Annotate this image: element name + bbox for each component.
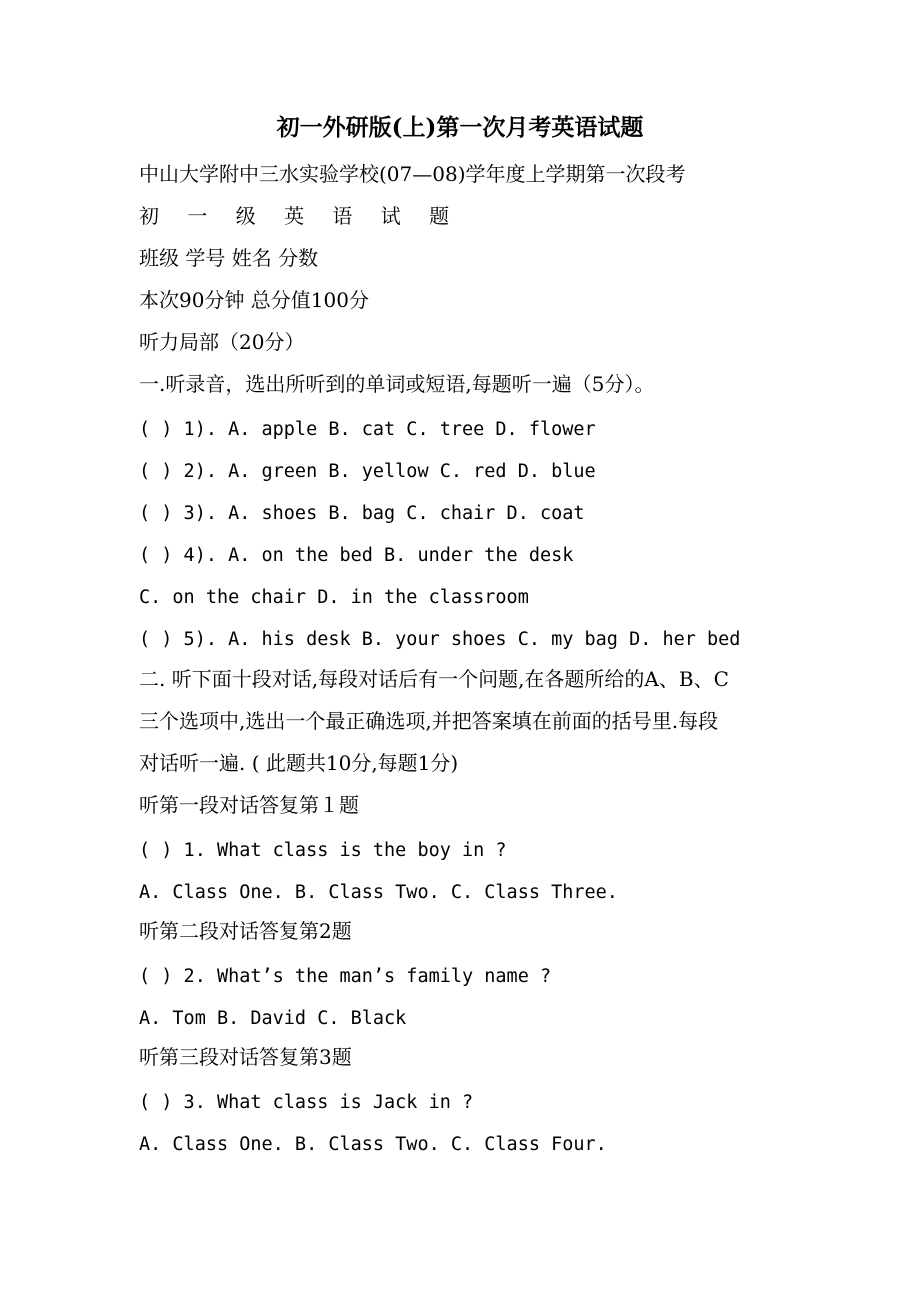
- student-info-line: 班级 学号 姓名 分数: [139, 246, 319, 270]
- section2-instruction-line-3: 对话听一遍. ( 此题共10分,每题1分): [139, 751, 459, 775]
- section2-instruction-line-1: 二. 听下面十段对话,每段对话后有一个问题,在各题所给的A、B、C: [139, 667, 729, 691]
- school-line: 中山大学附中三水实验学校(07—08)学年度上学期第一次段考: [139, 162, 686, 186]
- time-score-line: 本次90分钟 总分值100分: [139, 288, 369, 312]
- section1-question-1: ( ) 1). A. apple B. cat C. tree D. flower: [139, 419, 596, 440]
- section1-question-4-continued: C. on the chair D. in the classroom: [139, 587, 529, 608]
- section1-question-2: ( ) 2). A. green B. yellow C. red D. blue: [139, 461, 596, 482]
- dialog2-options: A. Tom B. David C. Black: [139, 1008, 407, 1029]
- dialog1-question: ( ) 1. What class is the boy in ?: [139, 840, 507, 861]
- dialog1-options: A. Class One. B. Class Two. C. Class Three.: [139, 882, 618, 903]
- dialog1-header: 听第一段对话答复第１题: [139, 793, 359, 817]
- listening-section-header: 听力局部（20分）: [139, 330, 305, 354]
- exam-subtitle: 初 一 级 英 语 试 题: [139, 204, 461, 228]
- section1-question-4: ( ) 4). A. on the bed B. under the desk: [139, 545, 574, 566]
- dialog2-header: 听第二段对话答复第2题: [139, 919, 352, 943]
- dialog3-header: 听第三段对话答复第3题: [139, 1045, 352, 1069]
- document-title: 初一外研版(上)第一次月考英语试题: [276, 114, 644, 141]
- dialog2-question: ( ) 2. What’s the man’s family name ?: [139, 966, 552, 987]
- dialog3-question: ( ) 3. What class is Jack in ?: [139, 1092, 474, 1113]
- dialog3-options: A. Class One. B. Class Two. C. Class Four.: [139, 1134, 607, 1155]
- section1-question-5: ( ) 5). A. his desk B. your shoes C. my bag D. her bed: [139, 629, 741, 650]
- section1-instruction: 一.听录音，选出所听到的单词或短语,每题听一遍（5分）。: [139, 372, 655, 396]
- section1-question-3: ( ) 3). A. shoes B. bag C. chair D. coat: [139, 503, 585, 524]
- section2-instruction-line-2: 三个选项中,选出一个最正确选项,并把答案填在前面的括号里.每段: [139, 709, 719, 733]
